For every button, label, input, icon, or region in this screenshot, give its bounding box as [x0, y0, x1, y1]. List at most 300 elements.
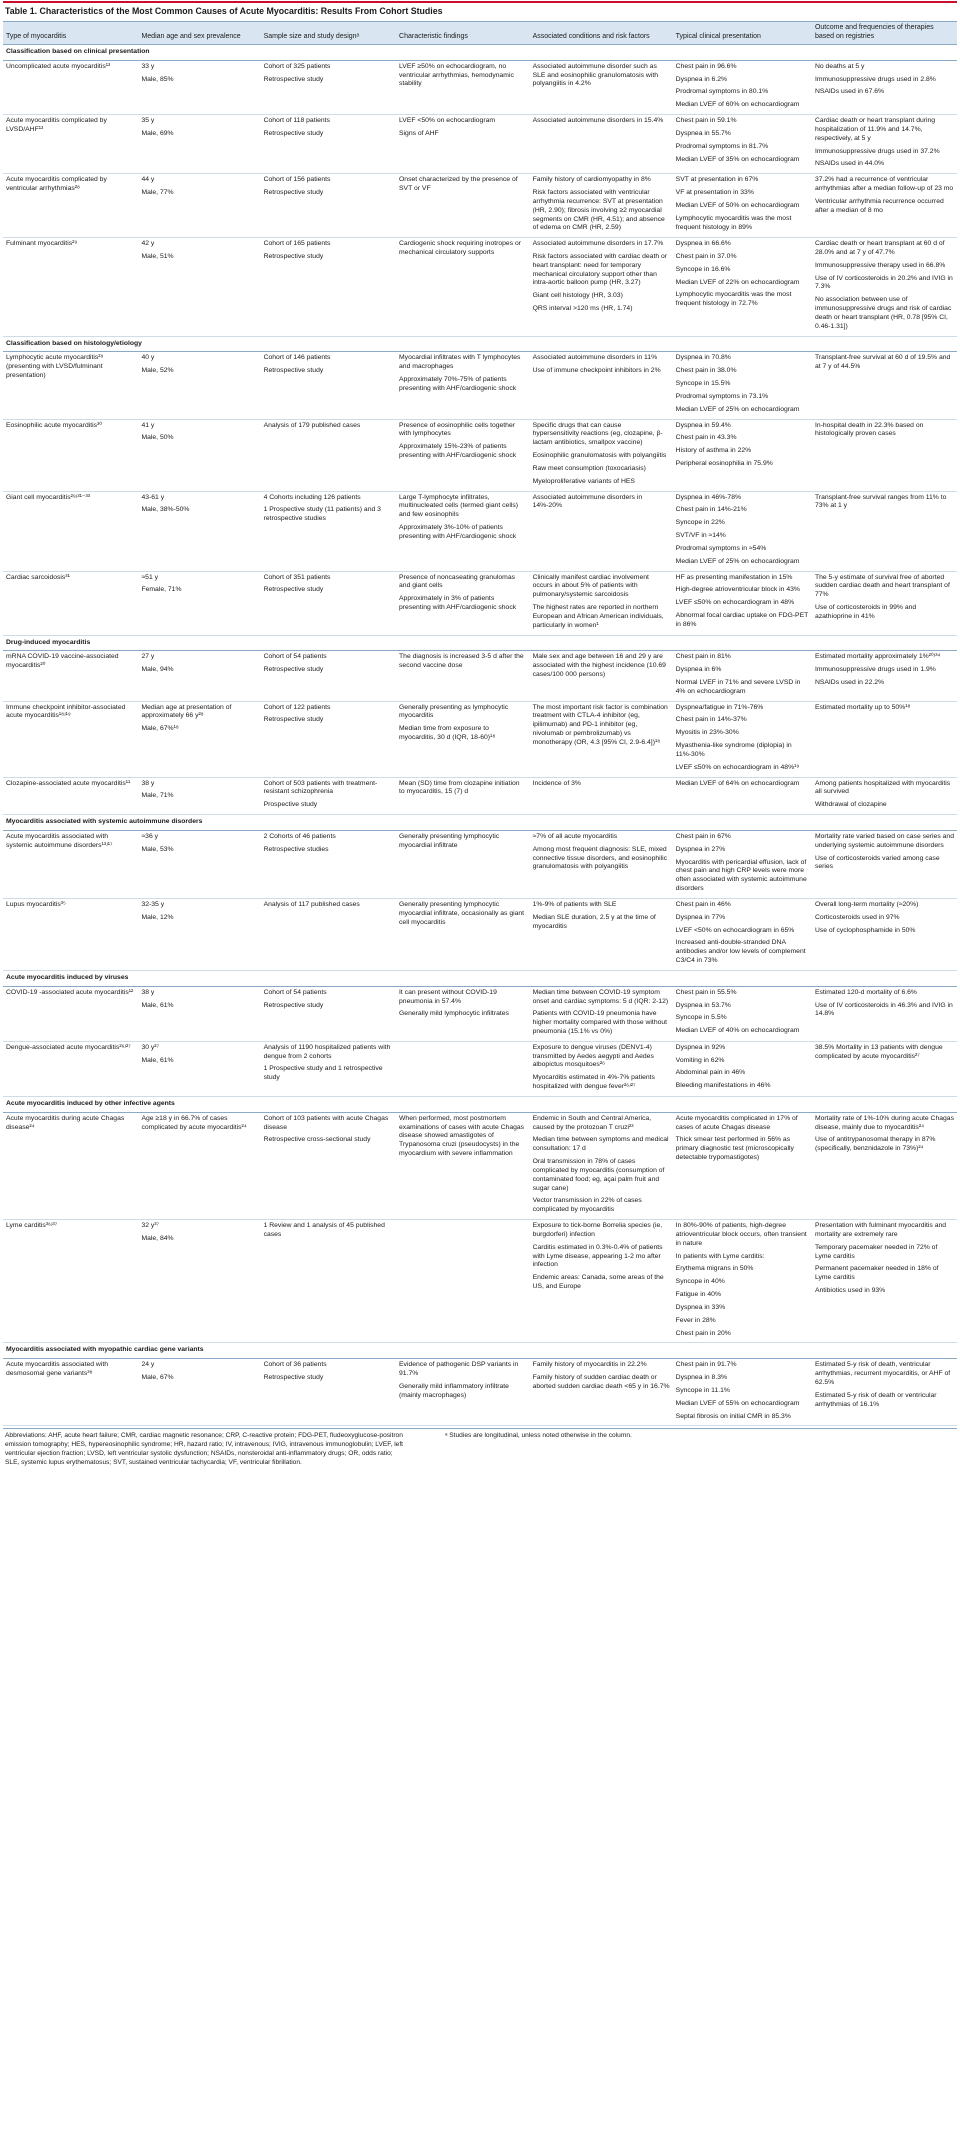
table-cell	[530, 1112, 673, 1219]
table-cell	[261, 898, 396, 970]
table-cell	[138, 115, 260, 174]
table-cell	[673, 651, 812, 701]
table-cell	[3, 1359, 138, 1426]
column-header: Typical clinical presentation	[673, 22, 812, 45]
table-cell	[3, 571, 138, 635]
cell-text: Presence of noncaseating granulomas and giant cells	[399, 573, 516, 590]
table-cell	[673, 238, 812, 336]
table-cell	[530, 830, 673, 898]
cell-text: Estimated 5-y risk of death, ventricular arrhythmias, recurrent myocarditis, or AHF of 62.5%	[814, 1361, 951, 1386]
cell-text: Median LVEF of 40% on echocardiogram	[675, 1027, 800, 1035]
table-cell	[673, 571, 812, 635]
cell-text: Acute myocarditis associated with systemic autoimmune disorders¹³ʴ¹⁷	[6, 832, 113, 849]
table-cell	[530, 1220, 673, 1343]
cell-text: Exposure to tick-borne Borrelia species (ie, burgdorferi) infection	[532, 1222, 663, 1238]
cell-text: NSAIDs used in 67.6%	[814, 88, 885, 96]
cell-text: Use of cyclophosphamide in 50%	[814, 926, 916, 934]
cell-text: Use of corticosteroids varied among case series	[814, 854, 940, 871]
cell-text: 32 y³⁷	[141, 1222, 160, 1230]
myocarditis-table	[3, 21, 957, 1426]
cell-text: Cardiac sarcoidosis³¹	[6, 573, 70, 581]
table-cell	[261, 1359, 396, 1426]
table-cell	[396, 352, 530, 419]
cell-text: Myocarditis with pericardial effusion, lack of chest pain and high CRP levels were more often associated with systemic autoimmune disorders	[675, 858, 807, 893]
cell-text: Use of immune checkpoint inhibitors in 2%	[532, 367, 661, 375]
cell-text: Cohort of 54 patients	[263, 988, 327, 996]
table-cell	[530, 701, 673, 777]
cell-text: Syncope in 11.1%	[675, 1386, 730, 1394]
cell-text: Eosinophilic granulomatosis with polyangiitis	[532, 452, 667, 460]
cell-text: Raw meet consumption (toxocariasis)	[532, 464, 646, 472]
cell-text: Analysis of 1190 hospitalized patients with dengue from 2 cohorts	[263, 1043, 391, 1060]
cell-text: Incidence of 3%	[532, 779, 581, 787]
table-row	[3, 1112, 957, 1219]
table-cell	[812, 60, 957, 114]
cell-text: Prospective study	[263, 801, 318, 809]
cell-text: Male, 85%	[141, 75, 174, 83]
cell-text: In-hospital death in 22.3% based on histologically proven cases	[814, 421, 924, 438]
cell-text: Approximately 15%-23% of patients presenting with AHF/cardiogenic shock	[399, 443, 517, 460]
cell-text: ≈51 y	[141, 573, 159, 581]
cell-text: Dyspnea in 33%	[675, 1303, 726, 1311]
cell-text: 42 y	[141, 240, 155, 248]
table-cell	[138, 777, 260, 814]
table-cell	[530, 174, 673, 238]
cell-text: Cohort of 103 patients with acute Chagas disease	[263, 1114, 389, 1131]
table-footer	[3, 1428, 957, 1471]
cell-text: Cohort of 156 patients	[263, 176, 331, 184]
table-cell	[812, 777, 957, 814]
cell-text: NSAIDs used in 22.2%	[814, 678, 885, 686]
cell-text: Dyspnea in 70.8%	[675, 354, 731, 362]
cell-text: Median LVEF of 22% on echocardiogram	[675, 278, 800, 286]
abbreviations-note: Abbreviations: AHF, acute heart failure; CMR, cardiac magnetic resonance; CRP, C-reactive protein; FDG-PET, fludeoxyglucose-positron emission tomography; HES, hypereosinophilic syndrome; HR, hazard ratio; IV, intravenous; IVIG, intravenous immunoglobulin; LVEF, left ventricular ejection fraction; LVSD, left ventricular systolic dysfunction; NSAIDs, nonsteroidal anti-inflammatory drugs; OR, odds ratio; SLE, systemic lupus erythematosus; SVT, sustained ventricular tachycardia; VF, ventricular fibrillation.	[5, 1432, 404, 1466]
cell-text: COVID-19 -associated acute myocarditis¹²	[6, 988, 134, 996]
cell-text: 44 y	[141, 176, 155, 184]
cell-text: Age ≥18 y in 66.7% of cases complicated by acute myocarditis²⁴	[141, 1114, 247, 1131]
table-cell	[530, 777, 673, 814]
table-row	[3, 1359, 957, 1426]
cell-text: Associated autoimmune disorders in 11%	[532, 354, 658, 362]
table-cell	[261, 651, 396, 701]
section-header-row	[3, 635, 957, 651]
cell-text: LVEF <50% on echocardiogram	[399, 117, 496, 125]
cell-text: Approximately 70%-75% of patients presenting with AHF/cardiogenic shock	[399, 376, 517, 392]
table-cell	[396, 986, 530, 1041]
table-cell	[3, 830, 138, 898]
cell-text: Vomiting in 62%	[675, 1056, 725, 1064]
cell-text: Cohort of 503 patients with treatment-resistant schizophrenia	[263, 779, 378, 796]
cell-text: Antibiotics used in 93%	[814, 1287, 886, 1295]
table-cell	[673, 352, 812, 419]
table-cell	[812, 571, 957, 635]
cell-text: Analysis of 117 published cases	[263, 900, 360, 908]
table-cell	[530, 352, 673, 419]
cell-text: Acute myocarditis complicated in 17% of cases of acute Chagas disease	[675, 1114, 798, 1131]
cell-text: Mortality rate of 1%-10% during acute Chagas disease, mainly due to myocarditis²⁴	[814, 1114, 954, 1131]
cell-text: 38 y	[141, 988, 155, 996]
cell-text: VF at presentation in 33%	[675, 189, 754, 197]
column-header: Sample size and study designᵃ	[261, 22, 396, 45]
cell-text: No deaths at 5 y	[814, 62, 865, 70]
section-title: Acute myocarditis induced by viruses	[3, 970, 957, 986]
cell-text: Chest pain in 14%-37%	[675, 716, 747, 724]
section-title: Myocarditis associated with myopathic cardiac gene variants	[3, 1343, 957, 1359]
cell-text: History of asthma in 22%	[675, 447, 752, 455]
cell-text: Dyspnea in 53.7%	[675, 1001, 731, 1009]
table-cell	[396, 1041, 530, 1096]
cell-text: Generally presenting lymphocytic myocardial infiltrate, occasionally as giant cell myocarditis	[399, 900, 525, 926]
section-title: Classification based on clinical presentation	[3, 44, 957, 60]
table-cell	[261, 60, 396, 114]
cell-text: Transplant-free survival at 60 d of 19.5% and at 7 y of 44.5%	[814, 354, 951, 371]
table-cell	[812, 1220, 957, 1343]
cell-text: Endemic in South and Central America, caused by the protozoan T cruzi²³	[532, 1114, 652, 1131]
cell-text: Mortality rate varied based on case series and underlying systemic autoimmune disorders	[814, 832, 954, 849]
cell-text: Syncope in 22%	[675, 519, 725, 527]
cell-text: Retrospective study	[263, 586, 324, 594]
table-cell	[138, 60, 260, 114]
cell-text: Exposure to dengue viruses (DENV1-4) transmitted by Aedes aegypti and Aedes albopictus mosquitoes²⁶	[532, 1043, 654, 1069]
table-title: Table 1. Characteristics of the Most Common Causes of Acute Myocarditis: Results From Cohort Studies	[3, 1, 957, 21]
table-row	[3, 701, 957, 777]
cell-text: SVT/VF in ≈14%	[675, 532, 726, 540]
cell-text: Presence of eosinophilic cells together with lymphocytes	[399, 421, 516, 438]
cell-text: The 5-y estimate of survival free of aborted sudden cardiac death and heart transplant of 77%	[814, 573, 950, 599]
cell-text: Chest pain in 38.0%	[675, 367, 737, 375]
table-row	[3, 60, 957, 114]
cell-text: Chest pain in 20%	[675, 1329, 731, 1337]
cell-text: Clinically manifest cardiac involvement occurs in about 5% of patients with pulmonary/systemic sarcoidosis	[532, 573, 649, 599]
table-cell	[396, 491, 530, 571]
table-row	[3, 238, 957, 336]
cell-text: Retrospective study	[263, 1001, 324, 1009]
table-cell	[138, 986, 260, 1041]
table-cell	[3, 352, 138, 419]
table-cell	[673, 898, 812, 970]
table-cell	[138, 1041, 260, 1096]
cell-text: Lymphocytic myocarditis was the most frequent histology in 72.7%	[675, 291, 792, 308]
cell-text: Syncope in 40%	[675, 1278, 725, 1286]
cell-text: Prodromal symptoms in ≈54%	[675, 544, 767, 552]
cell-text: Peripheral eosinophilia in 75.9%	[675, 460, 773, 468]
cell-text: LVEF <50% on echocardiogram in 65%	[675, 926, 795, 934]
cell-text: 24 y	[141, 1361, 155, 1369]
cell-text: Thick smear test performed in 56% as primary diagnostic test (microscopically detectable trypomastigotes)	[675, 1136, 794, 1162]
table-row	[3, 1220, 957, 1343]
cell-text: Use of IV corticosteroids in 20.2% and IVIG in 7.3%	[814, 274, 953, 291]
study-design-footnote: ᵃ Studies are longitudinal, unless noted otherwise in the column.	[445, 1432, 632, 1440]
cell-text: Dyspnea in 59.4%	[675, 421, 731, 429]
cell-text: Generally mild inflammatory infiltrate (mainly macrophages)	[399, 1382, 509, 1399]
table-cell	[3, 986, 138, 1041]
cell-text: Approximately in 3% of patients presenting with AHF/cardiogenic shock	[399, 595, 517, 612]
cell-text: Endemic areas: Canada, some areas of the US, and Europe	[532, 1274, 664, 1291]
table-cell	[3, 777, 138, 814]
cell-text: Erythema migrans in 50%	[675, 1265, 754, 1273]
column-header: Median age and sex prevalence	[138, 22, 260, 45]
cell-text: ≈36 y	[141, 832, 159, 840]
cell-text: Immunosuppressive therapy used in 66.8%	[814, 261, 946, 269]
table-cell	[812, 898, 957, 970]
cell-text: Associated autoimmune disorders in 14%-20%	[532, 493, 643, 510]
cell-text: 41 y	[141, 421, 155, 429]
cell-text: It can present without COVID-19 pneumonia in 57.4%	[399, 988, 497, 1005]
table-cell	[812, 1112, 957, 1219]
cell-text: Retrospective study	[263, 75, 324, 83]
cell-text: Median LVEF of 35% on echocardiogram	[675, 155, 800, 163]
cell-text: Median LVEF of 25% on echocardiogram	[675, 557, 800, 565]
cell-text: Dyspnea in 77%	[675, 913, 726, 921]
table-cell	[530, 651, 673, 701]
cell-text: ≈7% of all acute myocarditis	[532, 832, 618, 840]
section-header-row	[3, 1343, 957, 1359]
table-cell	[396, 238, 530, 336]
cell-text: Median LVEF of 25% on echocardiogram	[675, 405, 800, 413]
cell-text: Normal LVEF in 71% and severe LVSD in 4% on echocardiogram	[675, 678, 801, 695]
cell-text: Median LVEF of 60% on echocardiogram	[675, 101, 800, 109]
section-header-row	[3, 815, 957, 831]
table-cell	[261, 491, 396, 571]
cell-text: Estimated mortality up to 50%¹⁸	[814, 703, 911, 711]
table-row	[3, 986, 957, 1041]
cell-text: Acute myocarditis complicated by LVSD/AHF¹³	[6, 117, 107, 133]
table-cell	[673, 174, 812, 238]
table-cell	[138, 174, 260, 238]
table-header	[3, 22, 957, 45]
cell-text: Giant cell histology (HR, 3.03)	[532, 292, 623, 300]
table-cell	[396, 174, 530, 238]
table-cell	[812, 830, 957, 898]
cell-text: Dyspnea in 6%	[675, 666, 722, 674]
section-header-row	[3, 44, 957, 60]
table-cell	[530, 986, 673, 1041]
section-header-row	[3, 970, 957, 986]
table-cell	[530, 1041, 673, 1096]
cell-text: Male, 38%-50%	[141, 506, 190, 514]
table-cell	[261, 1220, 396, 1343]
table-cell	[530, 115, 673, 174]
cell-text: Analysis of 179 published cases	[263, 421, 361, 429]
cell-text: Cohort of 146 patients	[263, 354, 331, 362]
cell-text: Female, 71%	[141, 586, 182, 594]
cell-text: 27 y	[141, 653, 155, 661]
cell-text: The most important risk factor is combination treatment with CTLA-4 inhibitor (eg, ipilimumab) and PD-1 inhibitor (eg, nivolumab or pembrolizumab) vs monotherapy (OR, 4.3 [95% CI, 2.9-6.4])¹⁸	[532, 703, 668, 746]
cell-text: Fever in 28%	[675, 1316, 716, 1324]
cell-text: Retrospective studies	[263, 845, 329, 853]
cell-text: Dyspnea in 6.2%	[675, 75, 728, 83]
table-cell	[3, 115, 138, 174]
table-cell	[812, 115, 957, 174]
table-cell	[812, 986, 957, 1041]
cell-text: LVEF ≤50% on echocardiogram in 48%	[675, 599, 795, 607]
table-cell	[261, 238, 396, 336]
table-cell	[261, 1041, 396, 1096]
table-cell	[673, 1041, 812, 1096]
cell-text: 30 y²⁷	[141, 1043, 160, 1051]
cell-text: Permanent pacemaker needed in 18% of Lyme carditis	[814, 1265, 939, 1282]
cell-text: Fatigue in 40%	[675, 1291, 721, 1299]
cell-text: Lymphocytic myocarditis was the most frequent histology in 89%	[675, 214, 792, 231]
table-cell	[530, 491, 673, 571]
table-row	[3, 352, 957, 419]
cell-text: Estimated 120-d mortality of 6.6%	[814, 988, 917, 996]
cell-text: QRS interval >120 ms (HR, 1.74)	[532, 305, 633, 313]
table-cell	[261, 115, 396, 174]
cell-text: Vector transmission in 22% of cases complicated by myocarditis	[532, 1197, 642, 1214]
cell-text: Cardiac death or heart transplant during hospitalization of 11.9% and 14.7%, respectively, at 5 y	[814, 117, 936, 142]
cell-text: Median LVEF of 55% on echocardiogram	[675, 1399, 800, 1407]
table-row	[3, 777, 957, 814]
cell-text: Male, 94%	[141, 666, 174, 674]
column-header: Characteristic findings	[396, 22, 530, 45]
cell-text: Generally presenting as lymphocytic myocarditis	[399, 703, 509, 720]
table-row	[3, 419, 957, 491]
table-cell	[812, 174, 957, 238]
cell-text: Presentation with fulminant myocarditis and mortality are extremely rare	[814, 1222, 947, 1238]
cell-text: mRNA COVID-19 vaccine-associated myocarditis²⁰	[6, 653, 119, 670]
cell-text: Male, 12%	[141, 913, 174, 921]
cell-text: Use of corticosteroids in 99% and azathioprine in 41%	[814, 604, 917, 620]
cell-text: Generally presenting lymphocytic myocardial infiltrate	[399, 832, 500, 849]
cell-text: 1 Review and 1 analysis of 45 published cases	[263, 1222, 385, 1238]
cell-text: Approximately 3%-10% of patients presenting with AHF/cardiogenic shock	[399, 524, 517, 540]
cell-text: The diagnosis is increased 3-5 d after the second vaccine dose	[399, 653, 524, 670]
cell-text: Retrospective study	[263, 367, 324, 375]
cell-text: Syncope in 16.6%	[675, 265, 731, 273]
table-cell	[530, 238, 673, 336]
cell-text: Acute myocarditis during acute Chagas disease²⁴	[6, 1114, 125, 1131]
cell-text: 37.2% had a recurrence of ventricular arrhythmias after a median follow-up of 23 mo	[814, 176, 954, 193]
cell-text: Temporary pacemaker needed in 72% of Lyme carditis	[814, 1243, 938, 1260]
table-cell	[812, 651, 957, 701]
table-cell	[261, 701, 396, 777]
cell-text: 33 y	[141, 62, 155, 70]
cell-text: LVEF ≤50% on echocardiogram in 48%¹⁹	[675, 763, 800, 771]
table-cell	[530, 419, 673, 491]
cell-text: Specific drugs that can cause hypersensitivity reactions (eg, clozapine, β-lactam antibiotics, smallpox vaccine)	[532, 421, 663, 447]
cell-text: Estimated 5-y risk of death or ventricular arrhythmias of 16.1%	[814, 1391, 937, 1408]
table-cell	[138, 898, 260, 970]
cell-text: Cohort of 36 patients	[263, 1361, 327, 1369]
cell-text: HF as presenting manifestation in 15%	[675, 573, 793, 581]
cell-text: NSAIDs used in 44.0%	[814, 160, 885, 168]
table-row	[3, 898, 957, 970]
table-cell	[396, 701, 530, 777]
cell-text: Median age at presentation of approximately 66 y²⁸	[141, 703, 232, 720]
table-cell	[673, 115, 812, 174]
cell-text: Median SLE duration, 2.5 y at the time of myocarditis	[532, 913, 656, 930]
table-cell	[138, 1359, 260, 1426]
cell-text: Immune checkpoint inhibitor-associated acute myocarditis¹⁸ʴ¹⁹	[6, 703, 126, 720]
table-row	[3, 651, 957, 701]
table-cell	[3, 898, 138, 970]
cell-text: Risk factors associated with ventricular arrhythmia recurrence: SVT at presentation (HR, 2.90); fibrosis involving ≥2 myocardial segments on CMR (HR, 4.51); and absence of edema on CMR (HR, 2.59)	[532, 189, 665, 232]
table-row	[3, 491, 957, 571]
cell-text: Chest pain in 96.6%	[675, 62, 737, 70]
cell-text: Transplant-free survival ranges from 11% to 73% at 1 y	[814, 493, 947, 510]
cell-text: Retrospective study	[263, 129, 324, 137]
table-cell	[138, 571, 260, 635]
table-cell	[3, 701, 138, 777]
cell-text: Acute myocarditis complicated by ventricular arrhythmias²⁸	[6, 176, 107, 193]
cell-text: Eosinophilic acute myocarditis³⁰	[6, 421, 103, 429]
cell-text: Retrospective cross-sectional study	[263, 1136, 371, 1144]
table-row	[3, 571, 957, 635]
table-cell	[3, 1112, 138, 1219]
cell-text: Evidence of pathogenic DSP variants in 91.7%	[399, 1361, 519, 1378]
cell-text: Myocardial infiltrates with T lymphocytes and macrophages	[399, 354, 521, 371]
table-cell	[261, 419, 396, 491]
cell-text: Carditis estimated in 0.3%-0.4% of patients with Lyme disease, appearing 1-2 mo after infection	[532, 1243, 663, 1269]
table-cell	[261, 352, 396, 419]
cell-text: 32-35 y	[141, 900, 165, 908]
column-header: Associated conditions and risk factors	[530, 22, 673, 45]
cell-text: Lupus myocarditis³⁵	[6, 900, 66, 908]
cell-text: Among most frequent diagnosis: SLE, mixed connective tissue disorders, and eosinophilic granulomatosis with polyangiitis	[532, 845, 668, 871]
table-cell	[3, 174, 138, 238]
cell-text: Retrospective study	[263, 1374, 324, 1382]
cell-text: Chest pain in 14%-21%	[675, 506, 747, 514]
cell-text: Chest pain in 55.5%	[675, 988, 737, 996]
table-cell	[138, 491, 260, 571]
cell-text: Abdominal pain in 46%	[675, 1069, 746, 1077]
table-cell	[396, 651, 530, 701]
table-cell	[673, 419, 812, 491]
cell-text: High-degree atrioventricular block in 43%	[675, 586, 800, 594]
table-cell	[673, 1359, 812, 1426]
cell-text: Overall long-term mortality (≈20%)	[814, 900, 919, 908]
cell-text: Acute myocarditis associated with desmosomal gene variants³⁸	[6, 1361, 108, 1378]
table-row	[3, 174, 957, 238]
table-cell	[812, 701, 957, 777]
table-cell	[396, 1359, 530, 1426]
cell-text: Dyspnea in 27%	[675, 845, 726, 853]
cell-text: Dyspnea in 55.7%	[675, 129, 731, 137]
section-title: Acute myocarditis induced by other infective agents	[3, 1096, 957, 1112]
cell-text: Among patients hospitalized with myocarditis all survived	[814, 779, 951, 796]
table-cell	[396, 898, 530, 970]
cell-text: Family history of sudden cardiac death or aborted sudden cardiac death <65 y in 16.7%	[532, 1374, 670, 1390]
table-cell	[138, 701, 260, 777]
table-cell	[673, 830, 812, 898]
cell-text: Prodromal symptoms in 73.1%	[675, 392, 769, 400]
cell-text: Mean (SD) time from clozapine initiation to myocarditis, 15 (7) d	[399, 779, 520, 796]
cell-text: Family history of myocarditis in 22.2%	[532, 1361, 647, 1369]
table-cell	[396, 1112, 530, 1219]
cell-text: Cardiac death or heart transplant at 60 d of 28.0% and at 7 y of 47.7%	[814, 240, 945, 256]
table-cell	[261, 986, 396, 1041]
table-cell	[138, 352, 260, 419]
column-header: Outcome and frequencies of therapies based on registries	[812, 22, 957, 45]
cell-text: Male, 61%	[141, 1001, 174, 1009]
cell-text: Dyspnea in 46%-78%	[675, 493, 742, 501]
table-row	[3, 1041, 957, 1096]
cell-text: Retrospective study	[263, 253, 324, 260]
table-cell	[3, 1041, 138, 1096]
table-cell	[138, 651, 260, 701]
cell-text: Chest pain in 59.1%	[675, 117, 737, 125]
cell-text: Male, 52%	[141, 367, 174, 375]
cell-text: Median time between symptoms and medical consultation: 17 d	[532, 1136, 669, 1153]
table-cell	[673, 60, 812, 114]
cell-text: 1 Prospective study (11 patients) and 3 retrospective studies	[263, 506, 381, 523]
cell-text: Chest pain in 37.0%	[675, 253, 737, 260]
table-cell	[261, 1112, 396, 1219]
cell-text: LVEF ≥50% on echocardiogram, no ventricular arrhythmias, hemodynamic stability	[399, 62, 514, 88]
cell-text: Dyspnea in 8.3%	[675, 1374, 728, 1382]
cell-text: 4 Cohorts including 126 patients	[263, 493, 361, 501]
